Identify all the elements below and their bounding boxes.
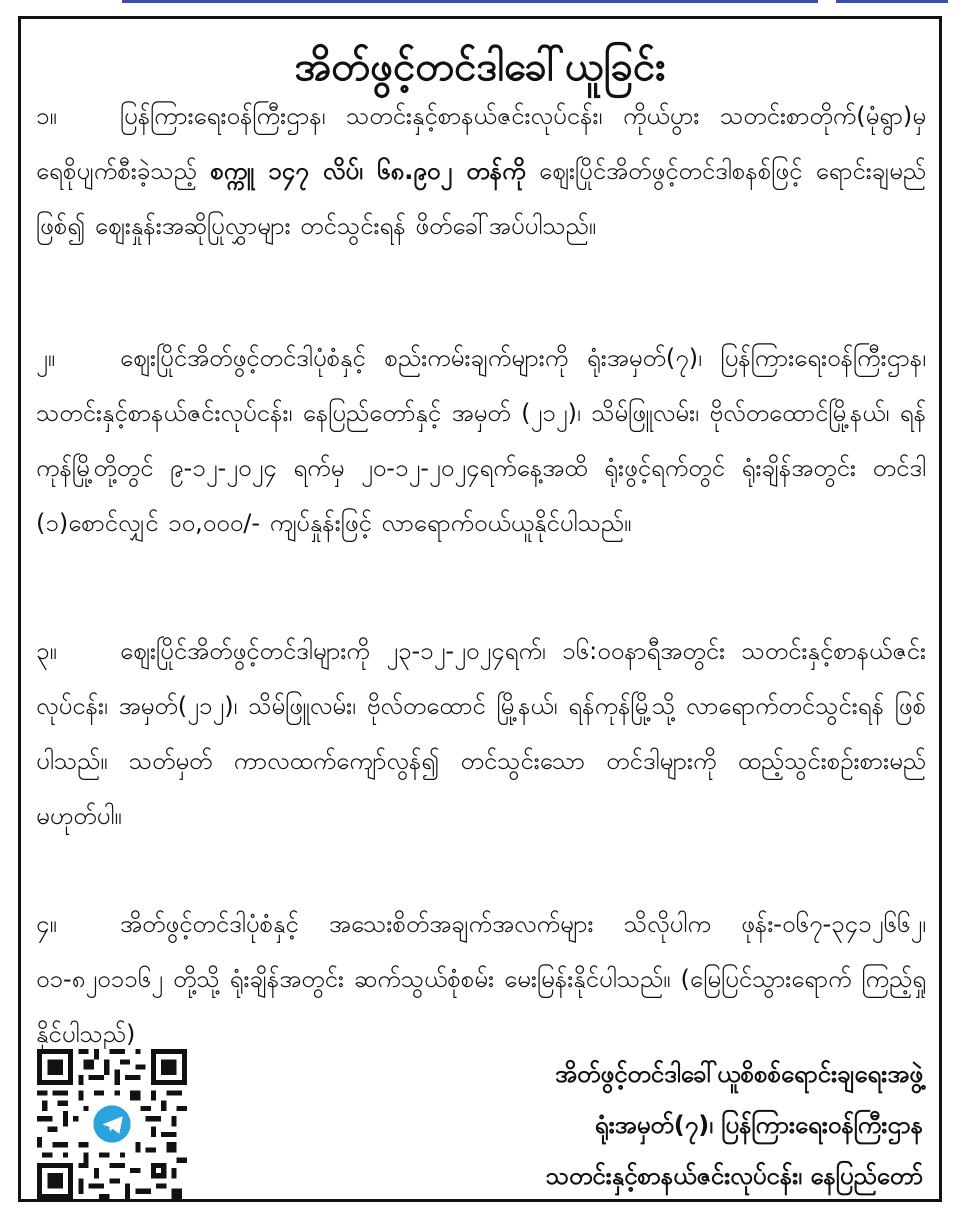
top-rule-right	[836, 0, 948, 3]
paragraph-number: ၂။	[36, 344, 56, 372]
paragraph-4	[36, 897, 926, 1062]
paragraph-3	[36, 624, 926, 844]
top-strip	[0, 0, 962, 16]
notice-title: အိတ်ဖွင့်တင်ဒါခေါ်ယူခြင်း	[294, 44, 666, 90]
notice-frame	[18, 16, 942, 1202]
qr-code	[37, 1049, 187, 1199]
signature-line: အိတ်ဖွင့်တင်ဒါခေါ်ယူစိစစ်ရောင်းချရေးအဖွဲ့	[554, 1060, 923, 1088]
paragraph-text: အိတ်ဖွင့်တင်ဒါပုံစံနှင့် အသေးစိတ်အချက်အလက်များ သိလိုပါက ဖုန်း-၀၆၇-၃၄၁၂၆၆၂၊ ၀၁-၈၂၀၁၁၆၂ တို့သို့ ရုံးချိန်အတွင်း ဆက်သွယ်စုံစမ်း မေးမြန်းနိုင်ပါသည်။ (မြေပြင်သွားရောက် ကြည့်ရှုနိုင်ပါသည်)	[36, 910, 926, 1048]
paragraph-highlight: စက္ကူ ၁၄၇ လိပ်၊ ၆၈.၉၀၂ တန်ကို	[210, 157, 526, 185]
paragraph-number: ၃။	[36, 637, 57, 665]
paragraph-2	[36, 331, 926, 551]
signature-line: သတင်းနှင့်စာနယ်ဇင်းလုပ်ငန်း၊ နေပြည်တော်	[545, 1162, 923, 1190]
paragraph-text: ဈေးပြိုင်အိတ်ဖွင့်တင်ဒါပုံစံနှင့် စည်းကမ်းချက်များကို ရုံးအမှတ်(၇)၊ ပြန်ကြားရေးဝန်ကြီးဌာန၊ သတင်းနှင့်စာနယ်ဇင်းလုပ်ငန်း၊ နေပြည်တော်နှင့် အမှတ် (၂၁၂)၊ သိမ်ဖြူလမ်း၊ ဗိုလ်တထောင်မြို့နယ်၊ ရန်ကုန်မြို့တို့တွင် ၉-၁၂-၂၀၂၄ ရက်မှ ၂၀-၁၂-၂၀၂၄ရက်နေ့အထိ ရုံးဖွင့်ရက်တွင် ရုံးချိန်အတွင်း တင်ဒါ (၁)စောင်လျှင် ၁၀,၀၀၀/- ကျပ်နှုန်းဖြင့် လာရောက်ဝယ်ယူနိုင်ပါသည်။	[36, 344, 926, 537]
paragraph-number: ၁။	[36, 102, 57, 130]
paragraph-text: ဈေးပြိုင်အိတ်ဖွင့်တင်ဒါစနစ်ဖြင့် ရောင်းချမည်ဖြစ်၍ ဈေးနှုန်းအဆိုပြုလွှာများ တင်သွင်းရန် ဖိတ်ခေါ်အပ်ပါသည်။	[36, 157, 926, 240]
signature-line: ရုံးအမှတ်(၇)၊ ပြန်ကြားရေးဝန်ကြီးဌာန	[594, 1111, 923, 1139]
paragraph-text: ဈေးပြိုင်အိတ်ဖွင့်တင်ဒါများကို ၂၃-၁၂-၂၀၂၄ရက်၊ ၁၆:၀၀နာရီအတွင်း သတင်းနှင့်စာနယ်ဇင်းလုပ်ငန်း၊ အမှတ်(၂၁၂)၊ သိမ်ဖြူလမ်း၊ ဗိုလ်တထောင် မြို့နယ်၊ ရန်ကုန်မြို့သို့ လာရောက်တင်သွင်းရန် ဖြစ်ပါသည်။ သတ်မှတ် ကာလထက်ကျော်လွန်၍ တင်သွင်းသော တင်ဒါများကို ထည့်သွင်းစဉ်းစားမည် မဟုတ်ပါ။	[36, 637, 926, 830]
paragraph-1	[36, 89, 926, 254]
top-rule-left	[122, 0, 818, 3]
signature-block	[303, 1049, 923, 1202]
paragraph-text: ပြန်ကြားရေးဝန်ကြီးဌာန၊ သတင်းနှင့်စာနယ်ဇင်းလုပ်ငန်း၊ ကိုယ်ပွား သတင်းစာတိုက်(မုံရွာ)မှ ရေစိုပျက်စီးခဲ့သည့်	[36, 102, 926, 185]
paragraph-number: ၄။	[36, 910, 57, 938]
